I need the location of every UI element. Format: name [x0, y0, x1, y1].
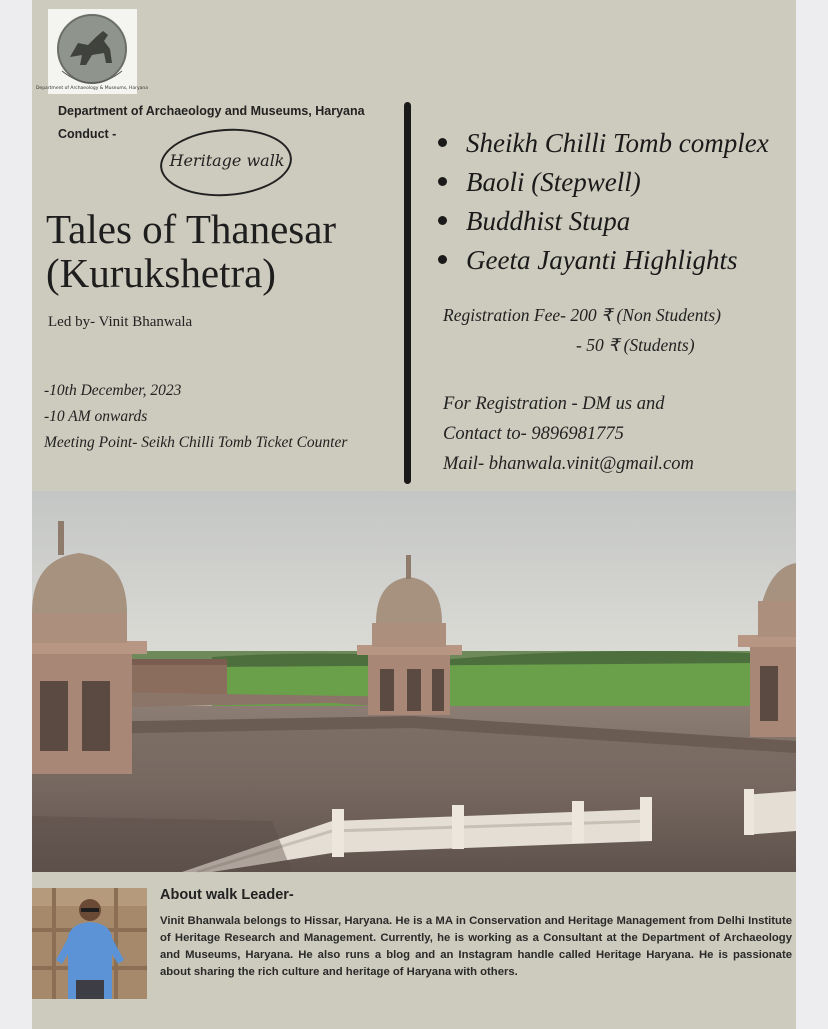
list-item: Baoli (Stepwell) — [436, 164, 769, 203]
organizer-name: Department of Archaeology and Museums, Haryana — [58, 104, 365, 118]
meeting-point: Meeting Point- Seikh Chilli Tomb Ticket Counter — [44, 434, 348, 451]
event-title-line2: (Kurukshetra) — [46, 250, 276, 296]
registration-note: For Registration - DM us and — [443, 394, 665, 414]
contact-email[interactable]: Mail- bhanwala.vinit@gmail.com — [443, 454, 694, 474]
bullet-icon — [438, 255, 447, 264]
event-title — [46, 207, 336, 295]
fee-students: - 50 ₹ (Students) — [576, 335, 695, 355]
bullet-icon — [438, 216, 447, 225]
event-title-line1: Tales of Thanesar — [46, 206, 337, 252]
bullet-icon — [438, 177, 447, 186]
leader-bio: Vinit Bhanwala belongs to Hissar, Haryana. He is a MA in Conservation and Heritage Management from Delhi Institute of Heritage Research and Management. Currently, he is working as a Consultant at the Department of Archaeology and Museums, Haryana. He also runs a blog and an Instagram handle called Heritage Haryana. He is passionate about sharing the rich culture and heritage of Haryana with others. — [160, 915, 792, 978]
event-time: -10 AM onwards — [44, 408, 148, 425]
svg-text:Department of Archaeology & Mu: Department of Archaeology & Museums, Haryana — [35, 86, 149, 91]
list-item: Geeta Jayanti Highlights — [436, 242, 769, 281]
department-logo — [35, 9, 149, 94]
event-date: -10th December, 2023 — [44, 382, 182, 399]
contact-block — [443, 389, 694, 479]
registration-fees — [443, 300, 721, 360]
event-tag: Heritage walk — [169, 151, 285, 170]
leader-photo — [32, 888, 147, 999]
about-title: About walk Leader- — [160, 887, 294, 903]
bullet-icon — [438, 138, 447, 147]
heritage-site-photo — [32, 491, 796, 872]
conduct-label: Conduct - — [58, 127, 117, 141]
led-by: Led by- Vinit Bhanwala — [48, 314, 193, 330]
event-details — [44, 378, 347, 456]
fee-non-students: Registration Fee- 200 ₹ (Non Students) — [443, 305, 721, 325]
sites-list — [436, 125, 769, 281]
brush-divider — [404, 102, 411, 484]
list-item: Sheikh Chilli Tomb complex — [436, 125, 769, 164]
contact-phone[interactable]: Contact to- 9896981775 — [443, 424, 624, 444]
list-item: Buddhist Stupa — [436, 203, 769, 242]
poster — [32, 0, 796, 1029]
